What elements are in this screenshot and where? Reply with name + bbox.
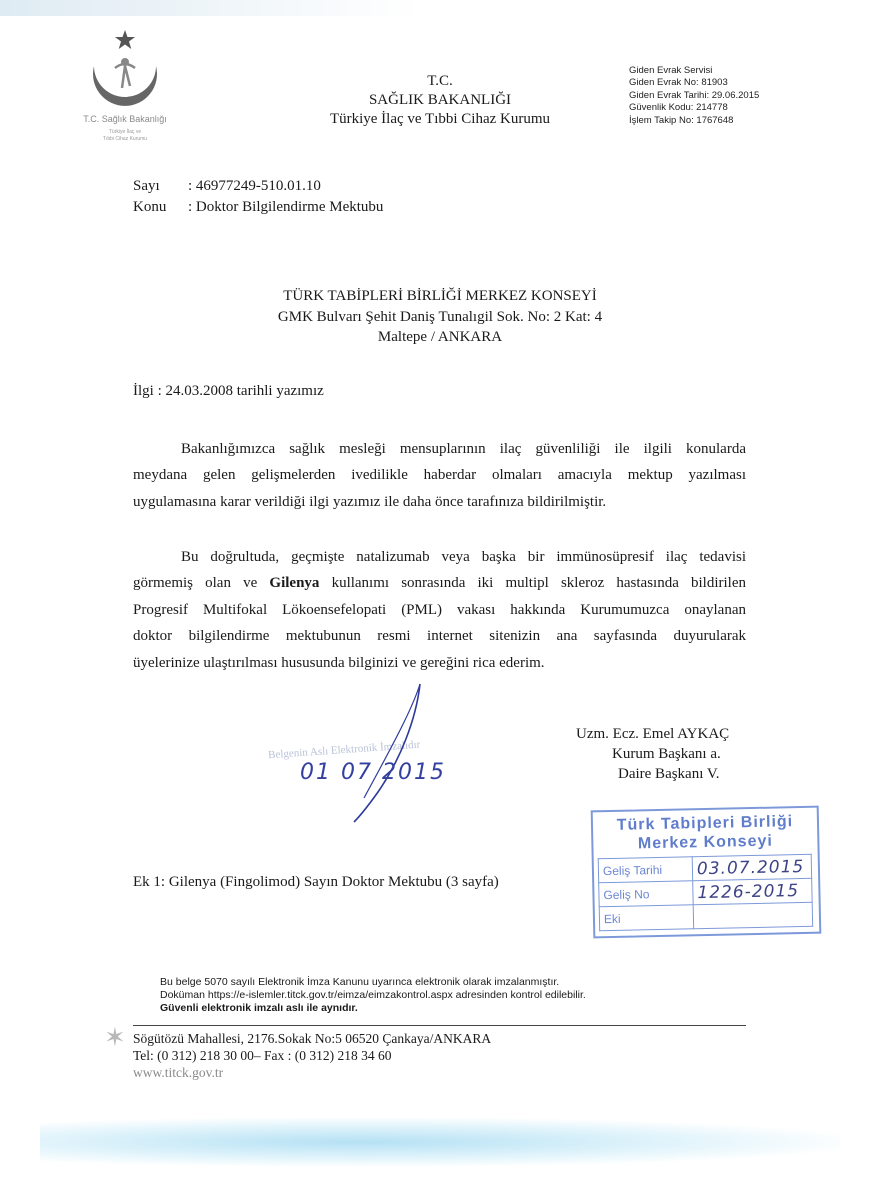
stamp-table <box>598 854 813 931</box>
logo-subcaption: Türkiye İlaç ve <box>108 129 142 135</box>
paragraph-line: meydana gelen gelişmelerden ivedilikle haberdar olmaları amacıyla mektup yazılması <box>133 467 746 484</box>
drug-name-bold: Gilenya <box>269 575 320 592</box>
esign-line: Bu belge 5070 sayılı Elektronik İmza Kanunu uyarınca elektronik olarak imzalanmıştır. <box>160 976 560 988</box>
stamp-title <box>593 808 818 855</box>
esign-line: Doküman https://e-islemler.titck.gov.tr/eimza/eimzakontrol.aspx adresinden kontrol edilebilir. <box>160 989 586 1001</box>
signatory-title: Kurum Başkanı a. <box>612 746 721 762</box>
stamp-row-value: 03.07.2015 <box>692 854 811 880</box>
paragraph-line <box>133 570 746 596</box>
letterhead-title <box>290 72 590 129</box>
konu-value: : Doktor Bilgilendirme Mektubu <box>188 199 384 215</box>
electronic-signature-stamp: Belgenin Aslı Elektronik İmzalıdır <box>267 738 421 762</box>
letterhead-line: SAĞLIK BAKANLIĞI <box>368 92 512 108</box>
scan-artifact-bottom <box>40 1118 840 1166</box>
paragraph-line: uygulamasına karar verildiği ilgi yazımız ile daha önce tarafınıza bildirilmiştir. <box>133 493 607 510</box>
body-paragraph-1 <box>133 436 746 515</box>
footer-address-line: Sögütözü Mahallesi, 2176.Sokak No:5 06520 Çankaya/ANKARA <box>133 1031 492 1046</box>
stamp-row-value <box>693 902 812 928</box>
attachment-note: Ek 1: Gilenya (Fingolimod) Sayın Doktor Mektubu (3 sayfa) <box>133 874 499 890</box>
sayi-label: Sayı <box>133 178 160 194</box>
signatory-title: Daire Başkanı V. <box>618 766 720 782</box>
recipient-city: Maltepe / ANKARA <box>377 329 503 345</box>
signatory-name: Uzm. Ecz. Emel AYKAÇ <box>576 726 730 742</box>
outgoing-document-info <box>629 65 759 127</box>
logo-subcaption: Tıbbi Cihaz Kurumu <box>102 136 148 142</box>
footer-website: www.titck.gov.tr <box>133 1065 224 1080</box>
sayi-value: : 46977249-510.01.10 <box>188 178 321 194</box>
stamp-row-label: Eki <box>599 905 693 931</box>
stamp-row-value: 1226-2015 <box>693 878 812 904</box>
esign-line: Güvenli elektronik imzalı aslı ile aynıdır. <box>160 1002 358 1014</box>
konu-label: Konu <box>133 199 167 215</box>
recipient-street: GMK Bulvarı Şehit Daniş Tunalıgil Sok. No: 2 Kat: 4 <box>277 308 603 325</box>
text-run: kullanımı sonrasında iki multipl skleroz hastasında bildirilen <box>331 575 747 592</box>
received-stamp <box>591 806 822 939</box>
scan-artifact-top <box>0 0 420 16</box>
e-signature-notice <box>160 976 586 1015</box>
paragraph-line: Bu doğrultuda, geçmişte natalizumab veya başka bir immünosüpresif ilaç tedavisi <box>181 549 746 565</box>
stamp-title-line: Merkez Konseyi <box>637 832 774 853</box>
paragraph-line: doktor bilgilendirme mektubunun resmi internet sitenizin ana sayfasında duyurularak <box>133 628 746 645</box>
crescent-star-icon <box>60 22 190 117</box>
paragraph-line: üyelerinize ulaştırılması hususunda bilginizi ve gereğini rica ederim. <box>133 654 545 671</box>
outgoing-line: Güvenlik Kodu: 214778 <box>629 102 728 114</box>
recipient-address <box>190 286 690 348</box>
outgoing-line: İşlem Takip No: 1767648 <box>629 114 734 126</box>
stamp-title-line: Türk Tabipleri Birliği <box>616 813 794 834</box>
footer-phone: Tel: (0 312) 218 30 00– Fax : (0 312) 218 34 60 <box>133 1048 392 1063</box>
letterhead-line: Türkiye İlaç ve Tıbbi Cihaz Kurumu <box>329 111 551 127</box>
stamp-row <box>599 902 812 930</box>
text-run: görmemiş olan ve <box>133 575 258 592</box>
ilgi-reference: İlgi : 24.03.2008 tarihli yazımız <box>133 383 324 399</box>
handwritten-date: 01 07 2015 <box>300 760 446 785</box>
outgoing-line: Giden Evrak Servisi <box>629 65 713 76</box>
paragraph-line: Progresif Multifokal Lökoensefelopati (PML) vakası hakkında Kurumumuzca onaylanan <box>133 601 746 618</box>
outgoing-line: Giden Evrak No: 81903 <box>629 77 728 89</box>
footer-address <box>133 1030 491 1081</box>
handwritten-signature <box>320 680 440 830</box>
paragraph-line: Bakanlığımızca sağlık mesleği mensuplarının ilaç güvenliliği ile ilgili konularda <box>181 441 746 457</box>
star-icon: ✶ <box>104 1023 126 1052</box>
recipient-name: TÜRK TABİPLERİ BİRLİĞİ MERKEZ KONSEYİ <box>283 288 597 304</box>
footer-divider <box>133 1025 746 1026</box>
stamp-row-label: Geliş Tarihi <box>598 857 692 883</box>
outgoing-line: Giden Evrak Tarihi: 29.06.2015 <box>629 89 760 101</box>
body-paragraph-2 <box>133 544 746 676</box>
logo-caption: T.C. Sağlık Bakanlığı <box>83 114 167 124</box>
letterhead-line: T.C. <box>427 73 453 89</box>
signatory-block <box>576 724 729 784</box>
stamp-row-label: Geliş No <box>599 881 693 907</box>
